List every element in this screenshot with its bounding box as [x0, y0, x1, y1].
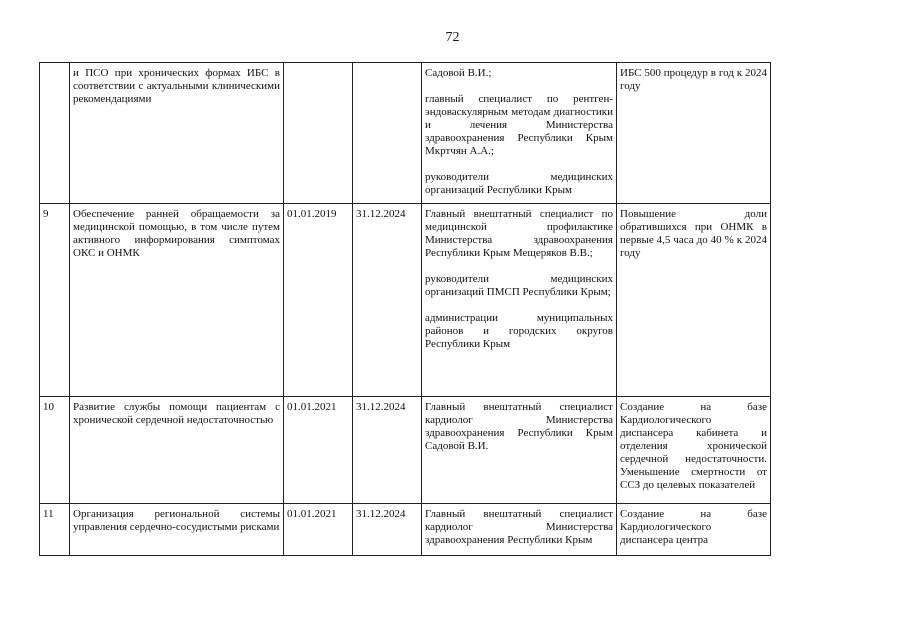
- table-row: [40, 504, 771, 556]
- responsible-cell: [422, 504, 617, 556]
- task-cell: и ПСО при хронических формах ИБС в соответствии с актуальными клиническими рекомендациями: [70, 63, 284, 204]
- plan-table: [39, 62, 771, 556]
- responsible-entry: Главный внештатный специалист по медицинской профилактике Министерства здравоохранения Республики Крым Мещеряков В.В.;: [425, 208, 613, 259]
- row-number-cell: 10: [40, 397, 70, 504]
- table-row: [40, 397, 771, 504]
- task-cell: Обеспечение ранней обращаемости за медицинской помощью, в том числе путем активного информирования симптомах ОКС и ОНМК: [70, 204, 284, 397]
- responsible-cell: [422, 204, 617, 397]
- result-cell: Создание на базе Кардиологического диспансера центра: [617, 504, 771, 556]
- result-cell: Повышение доли обратившихся при ОНМК в первые 4,5 часа до 40 % к 2024 году: [617, 204, 771, 397]
- responsible-entry: руководители медицинских организаций ПМСП Республики Крым;: [425, 273, 613, 298]
- responsible-entry: Главный внештатный специалист кардиолог Министерства здравоохранения Республики Крым: [425, 508, 613, 546]
- row-number-cell: 11: [40, 504, 70, 556]
- responsible-entry: главный специалист по рентген-эндоваскулярным методам диагностики и лечения Министерства здравоохранения Республики Крым Мкртчян А.А.;: [425, 93, 613, 157]
- end-date-cell: 31.12.2024: [353, 504, 422, 556]
- result-cell: Создание на базе Кардиологического диспансера кабинета и отделения хронической сердечной недостаточности. Уменьшение смертности от ССЗ до целевых показателей: [617, 397, 771, 504]
- responsible-entry: Главный внештатный специалист кардиолог Министерства здравоохранения Республики Крым Садовой В.И.: [425, 401, 613, 452]
- task-cell: Развитие службы помощи пациентам с хронической сердечной недостаточностью: [70, 397, 284, 504]
- table-row: [40, 63, 771, 204]
- result-cell: ИБС 500 процедур в год к 2024 году: [617, 63, 771, 204]
- start-date-cell: 01.01.2021: [284, 397, 353, 504]
- responsible-entry: руководители медицинских организаций Республики Крым: [425, 171, 613, 196]
- end-date-cell: 31.12.2024: [353, 397, 422, 504]
- task-cell: Организация региональной системы управления сердечно-сосудистыми рисками: [70, 504, 284, 556]
- page-number: 72: [445, 30, 460, 45]
- responsible-cell: [422, 397, 617, 504]
- start-date-cell: [284, 63, 353, 204]
- start-date-cell: 01.01.2019: [284, 204, 353, 397]
- table-row: [40, 204, 771, 397]
- responsible-entry: Садовой В.И.;: [425, 67, 492, 79]
- responsible-cell: [422, 63, 617, 204]
- end-date-cell: 31.12.2024: [353, 204, 422, 397]
- start-date-cell: 01.01.2021: [284, 504, 353, 556]
- row-number-cell: [40, 63, 70, 204]
- responsible-entry: администрации муниципальных районов и городских округов Республики Крым: [425, 312, 613, 350]
- end-date-cell: [353, 63, 422, 204]
- row-number-cell: 9: [40, 204, 70, 397]
